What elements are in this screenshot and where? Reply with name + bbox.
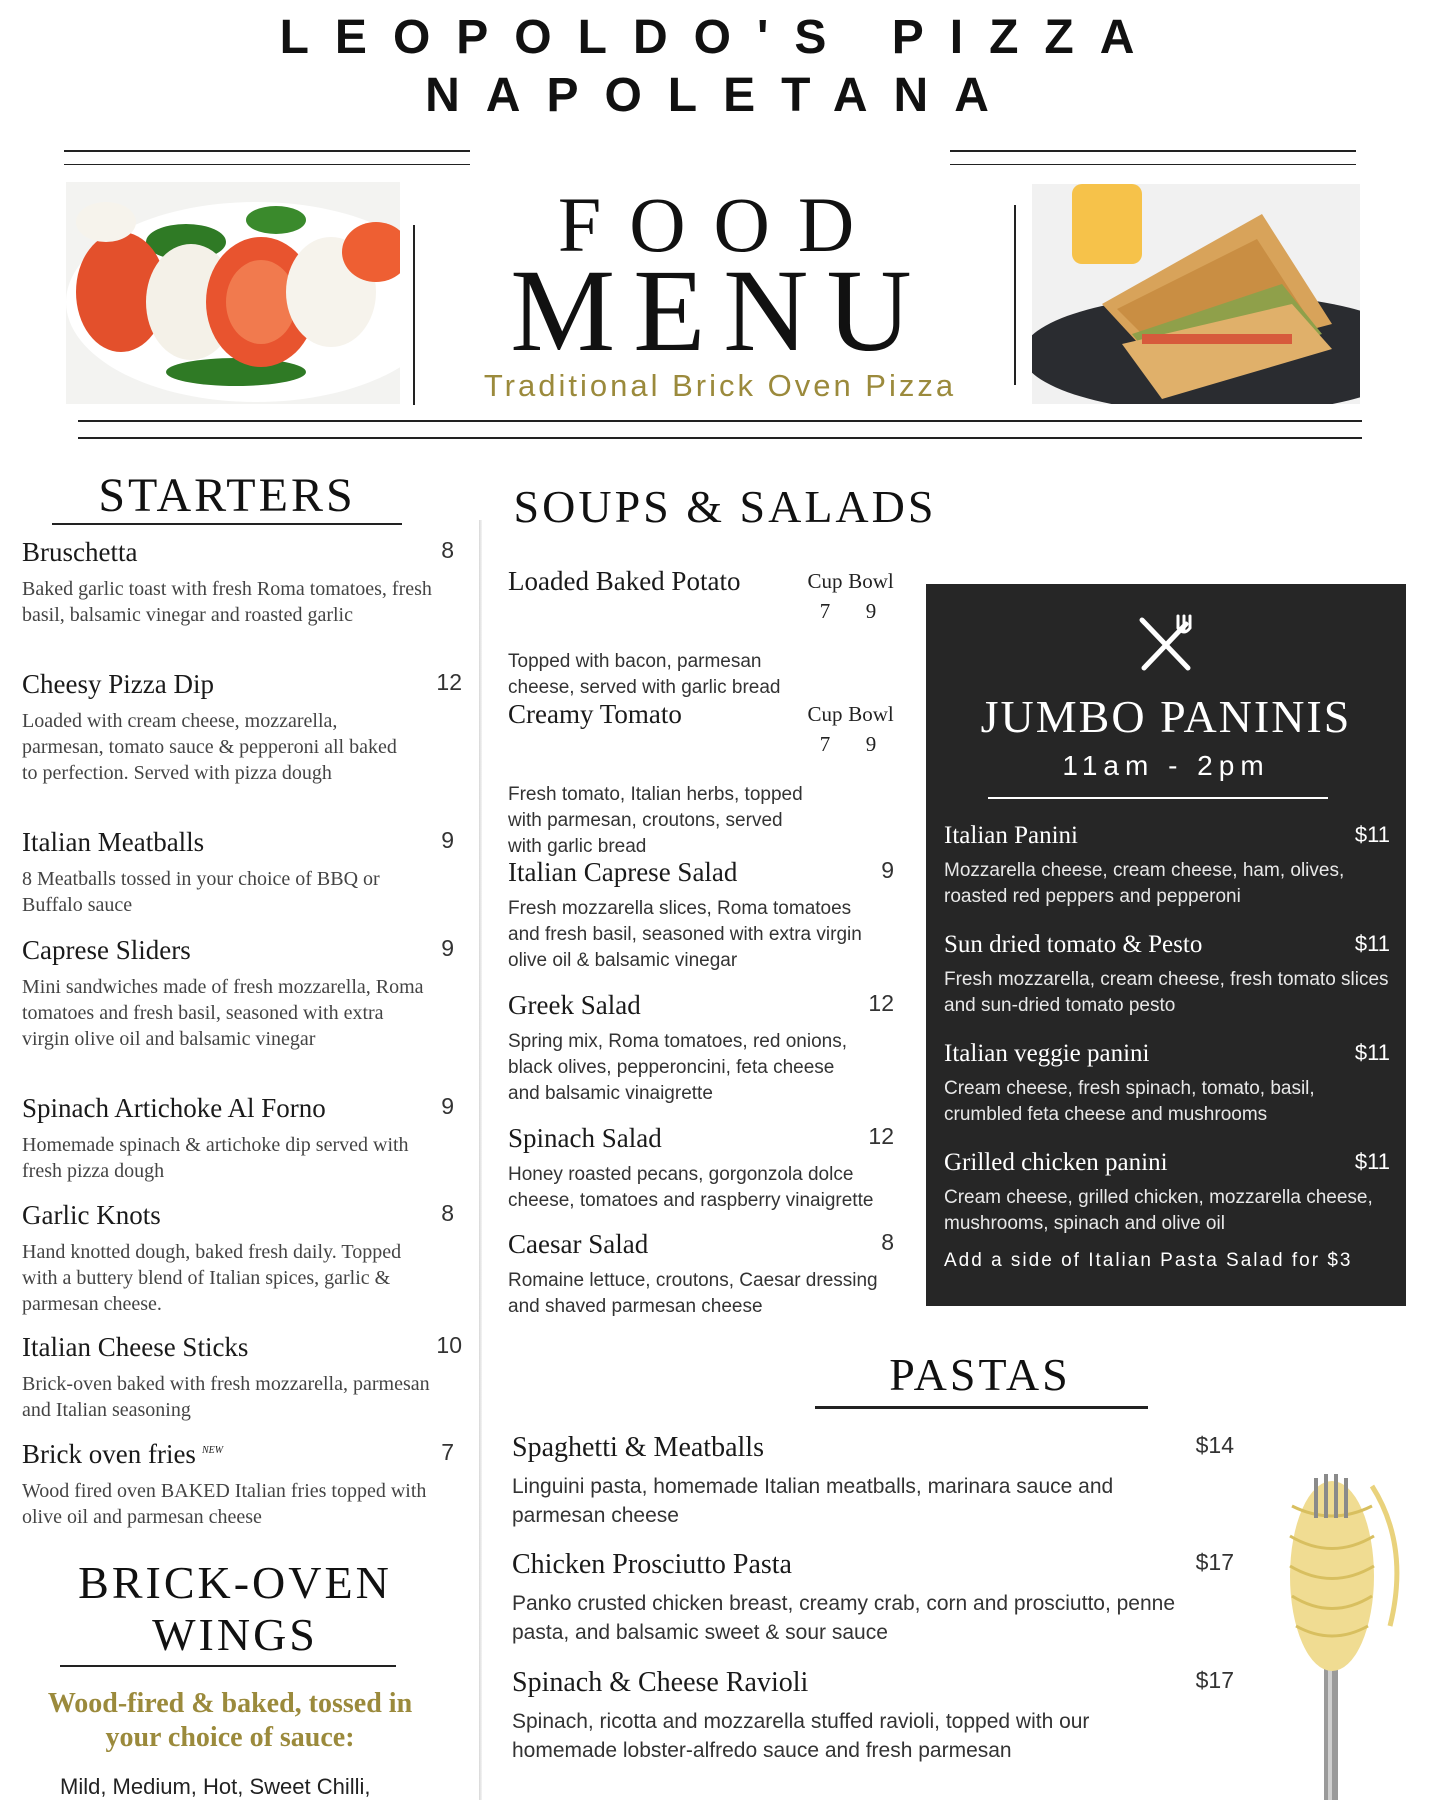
wings-rule: [60, 1665, 396, 1667]
soup-item: [508, 990, 894, 1107]
tagline: Traditional Brick Oven Pizza: [483, 368, 957, 403]
item-name: Spinach & Cheese Ravioli: [512, 1667, 809, 1698]
item-price: 8: [441, 1200, 454, 1226]
starter-item: [22, 1332, 462, 1423]
item-name: Chicken Prosciutto Pasta: [512, 1549, 792, 1580]
item-name: Sun dried tomato & Pesto: [944, 931, 1203, 958]
bowl-label: Bowl: [848, 569, 894, 593]
caprese-photo: [66, 182, 400, 404]
item-price: 9: [881, 857, 894, 883]
item-name: Italian Panini: [944, 822, 1078, 849]
item-price: 12: [436, 669, 462, 695]
pasta-item: [512, 1432, 1234, 1530]
item-name: Garlic Knots: [22, 1200, 161, 1230]
item-name: Spaghetti & Meatballs: [512, 1432, 764, 1463]
pasta-item: [512, 1667, 1234, 1765]
panini-item: [944, 1040, 1390, 1128]
pastas-title: PASTAS: [889, 1349, 1071, 1400]
item-desc: Honey roasted pecans, gorgonzola dolce cheese, tomatoes and raspberry vinaigrette: [508, 1164, 874, 1212]
starter-item: [22, 1439, 462, 1530]
item-desc: Linguini pasta, homemade Italian meatballs, marinara sauce and parmesan cheese: [512, 1475, 1114, 1528]
bowl-price: 9: [865, 599, 877, 623]
starter-item: [22, 1200, 462, 1317]
cup-bowl-prices: [802, 566, 894, 626]
cup-label: Cup: [807, 702, 843, 726]
item-price: 7: [441, 1439, 454, 1465]
item-price: $17: [1195, 1549, 1234, 1575]
item-price: 9: [441, 1093, 454, 1119]
item-price: 9: [441, 935, 454, 961]
panini-item: [944, 931, 1390, 1019]
item-desc: Wood fired oven BAKED Italian fries topped with olive oil and parmesan cheese: [22, 1480, 427, 1529]
pastas-rule: [815, 1406, 1148, 1409]
item-name: Spinach Artichoke Al Forno: [22, 1093, 326, 1123]
item-desc: Baked garlic toast with fresh Roma tomatoes, fresh basil, balsamic vinegar and roasted garlic: [22, 578, 432, 627]
panini-item: [944, 822, 1390, 910]
item-price: $14: [1195, 1432, 1234, 1458]
wings-sauces: Mild, Medium, Hot, Sweet Chilli,: [60, 1774, 371, 1799]
new-tag: NEW: [201, 1445, 224, 1456]
item-desc: Mozzarella cheese, cream cheese, ham, olives, roasted red peppers and pepperoni: [944, 860, 1345, 907]
item-name: Italian Cheese Sticks: [22, 1332, 249, 1362]
soup-item: [508, 566, 894, 701]
item-desc: Cream cheese, grilled chicken, mozzarella cheese, mushrooms, spinach and olive oil: [944, 1187, 1373, 1234]
menu-title: MENU: [510, 245, 930, 376]
food-title: FOOD: [557, 181, 883, 268]
item-name: Bruschetta: [22, 537, 138, 567]
pasta-item: [512, 1549, 1234, 1647]
item-name: Italian Meatballs: [22, 827, 205, 857]
item-desc: Cream cheese, fresh spinach, tomato, basil, crumbled feta cheese and mushrooms: [944, 1078, 1315, 1125]
item-name: Brick oven fries: [22, 1439, 196, 1469]
item-name: Creamy Tomato: [508, 699, 682, 729]
item-desc: Spring mix, Roma tomatoes, red onions, black olives, pepperoncini, feta cheese and balsamic vinaigrette: [508, 1031, 847, 1105]
header-rule: [950, 150, 1356, 152]
item-price: $17: [1195, 1667, 1234, 1693]
soups-title: SOUPS & SALADS: [513, 481, 937, 532]
item-name: Caesar Salad: [508, 1229, 649, 1259]
item-desc: Brick-oven baked with fresh mozzarella, parmesan and Italian seasoning: [22, 1373, 430, 1422]
starter-item: [22, 537, 462, 628]
item-price: $11: [1354, 1149, 1390, 1174]
header-bottom-rule: [78, 437, 1362, 439]
cup-price: 7: [819, 599, 831, 623]
header-vrule: [413, 225, 415, 405]
item-name: Loaded Baked Potato: [508, 566, 741, 596]
item-price: 12: [868, 1123, 894, 1149]
header-bottom-rule: [78, 420, 1362, 422]
starters-title: STARTERS: [98, 469, 356, 522]
starter-item: [22, 827, 462, 918]
item-price: $11: [1354, 822, 1390, 847]
panini-photo: [1032, 184, 1360, 404]
header-rule: [64, 164, 470, 165]
wings-title-line-2: WINGS: [152, 1609, 318, 1660]
item-name: Grilled chicken panini: [944, 1149, 1168, 1176]
item-price: 8: [881, 1229, 894, 1255]
cup-price: 7: [819, 732, 831, 756]
item-desc: Fresh mozzarella slices, Roma tomatoes and fresh basil, seasoned with extra virgin olive oil & balsamic vinegar: [508, 898, 862, 972]
item-desc: Topped with bacon, parmesan cheese, served with garlic bread: [508, 651, 781, 699]
column-divider: [479, 520, 482, 1800]
item-desc: Homemade spinach & artichoke dip served with fresh pizza dough: [22, 1134, 409, 1183]
item-name: Spinach Salad: [508, 1123, 662, 1153]
item-price: $11: [1354, 1040, 1390, 1065]
wings-subtitle: Wood-fired & baked, tossed in your choice of sauce:: [47, 1688, 413, 1753]
starters-rule: [52, 523, 402, 525]
soup-item: [508, 699, 894, 860]
cup-label: Cup: [807, 569, 843, 593]
bowl-label: Bowl: [848, 702, 894, 726]
item-name: Italian veggie panini: [944, 1040, 1150, 1067]
item-price: 10: [436, 1332, 462, 1358]
item-desc: Loaded with cream cheese, mozzarella, parmesan, tomato sauce & pepperoni all baked to perfection. Served with pizza dough: [22, 710, 397, 785]
item-price: 9: [441, 827, 454, 853]
item-price: 8: [441, 537, 454, 563]
paninis-title: JUMBO PANINIS: [980, 691, 1352, 742]
panini-item: [944, 1149, 1390, 1237]
item-desc: Spinach, ricotta and mozzarella stuffed ravioli, topped with our homemade lobster-alfredo sauce and fresh parmesan: [512, 1710, 1090, 1763]
item-price: $11: [1354, 931, 1390, 956]
item-name: Cheesy Pizza Dip: [22, 669, 214, 699]
header-rule: [950, 164, 1356, 165]
item-desc: Fresh tomato, Italian herbs, topped with parmesan, croutons, served with garlic bread: [508, 784, 803, 858]
paninis-rule: [988, 797, 1328, 799]
paninis-hours: 11am - 2pm: [1062, 750, 1270, 781]
soup-item: [508, 1229, 894, 1320]
item-price: 12: [868, 990, 894, 1016]
spaghetti-fork-photo: [1270, 1466, 1420, 1800]
item-desc: Hand knotted dough, baked fresh daily. Topped with a buttery blend of Italian spices, garlic & parmesan cheese.: [22, 1241, 402, 1316]
paninis-panel: [926, 584, 1406, 1306]
item-name: Caprese Sliders: [22, 935, 191, 965]
item-name: Greek Salad: [508, 990, 641, 1020]
fork-knife-icon: [926, 612, 1406, 681]
cup-bowl-prices: [802, 699, 894, 759]
item-desc: Panko crusted chicken breast, creamy crab, corn and prosciutto, penne pasta, and balsamic sweet & sour sauce: [512, 1592, 1176, 1645]
wings-title-line-1: BRICK-OVEN: [78, 1557, 392, 1608]
item-desc: Mini sandwiches made of fresh mozzarella, Roma tomatoes and fresh basil, seasoned with extra virgin olive oil and balsamic vinegar: [22, 976, 424, 1051]
soup-item: [508, 857, 894, 974]
soup-item: [508, 1123, 894, 1214]
header-rule: [64, 150, 470, 152]
item-name: Italian Caprese Salad: [508, 857, 738, 887]
item-desc: Fresh mozzarella, cream cheese, fresh tomato slices and sun-dried tomato pesto: [944, 969, 1389, 1016]
starter-item: [22, 935, 462, 1052]
starter-item: [22, 669, 462, 786]
item-desc: Romaine lettuce, croutons, Caesar dressing and shaved parmesan cheese: [508, 1270, 878, 1318]
brand-line-2: NAPOLETANA: [425, 69, 1015, 122]
brand-line-1: LEOPOLDO'S PIZZA: [279, 11, 1161, 64]
starter-item: [22, 1093, 462, 1184]
item-desc: 8 Meatballs tossed in your choice of BBQ or Buffalo sauce: [22, 868, 380, 917]
bowl-price: 9: [865, 732, 877, 756]
side-note: Add a side of Italian Pasta Salad for $3: [944, 1250, 1353, 1271]
